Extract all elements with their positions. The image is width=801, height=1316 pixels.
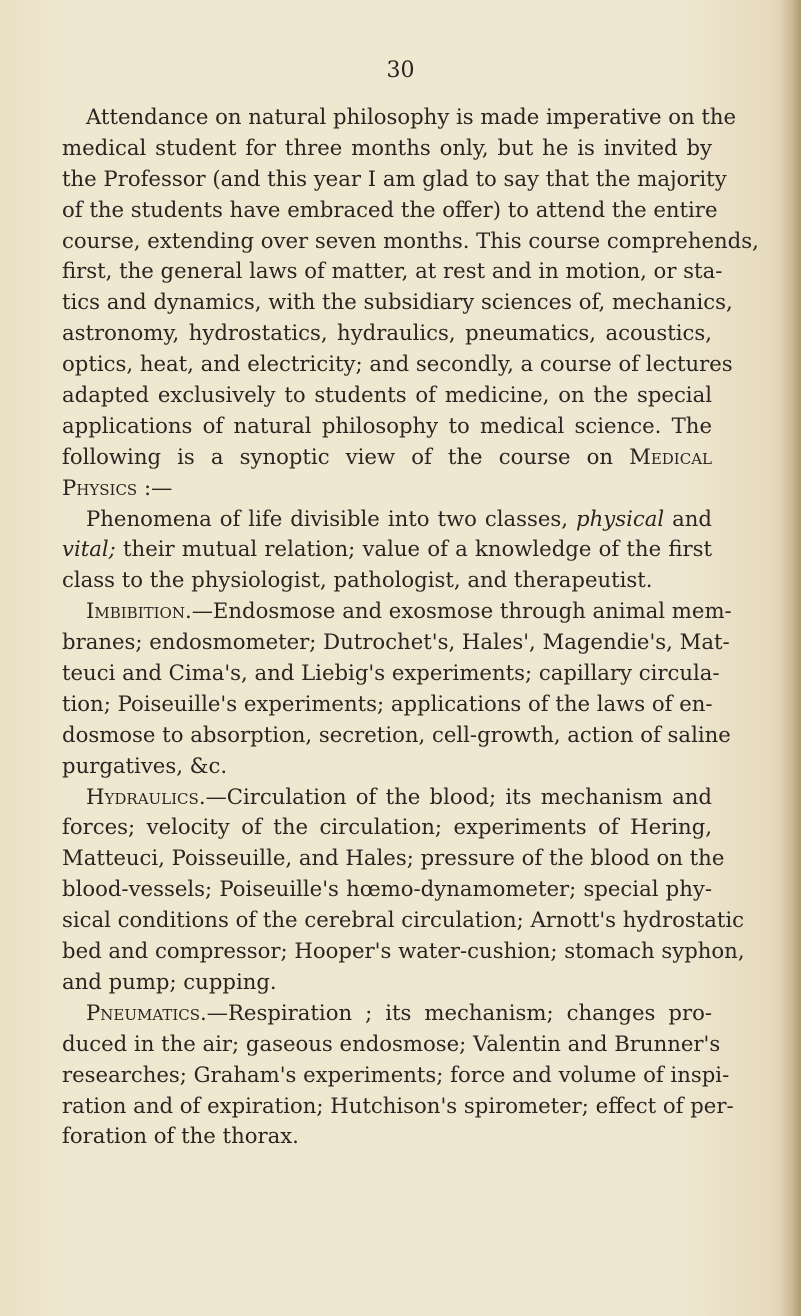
text-line: tion; Poiseuille's experiments; applications of the laws of en- (62, 690, 713, 716)
text-line: optics, heat, and electricity; and secondly, a course of lectures (62, 351, 733, 377)
text-line: duced in the air; gaseous endosmose; Valentin and Brunner's (62, 1030, 721, 1056)
text-line: bed and compressor; Hooper's water-cushion; stomach syphon, (62, 938, 745, 964)
text-line: first, the general laws of matter, at rest and in motion, or sta- (62, 258, 723, 284)
text-line: sical conditions of the cerebral circulation; Arnott's hydrostatic (62, 907, 745, 933)
text-line: teuci and Cima's, and Liebig's experiments; capillary circula- (62, 660, 720, 686)
text-line: foration of the thorax. (62, 1123, 299, 1149)
section-heading-pneumatics: Pneumatics (86, 999, 201, 1025)
emphasis-physical: physical (576, 505, 665, 531)
text-line: applications of natural philosophy to medical science. The (62, 412, 712, 438)
emphasis-vital: vital; (62, 536, 116, 562)
text-line: researches; Graham's experiments; force and volume of inspi- (62, 1061, 730, 1087)
text-line: adapted exclusively to students of medicine, on the special (62, 382, 712, 408)
text-line: ration and of expiration; Hutchison's spirometer; effect of per- (62, 1092, 734, 1118)
text-line: Matteuci, Poisseuille, and Hales; pressure of the blood on the (62, 845, 725, 871)
text-line: and pump; cupping. (62, 968, 277, 994)
section-term-physics: Physics (62, 474, 138, 500)
text-line: Imbibition.—Endosmose and exosmose through animal mem- (86, 598, 732, 624)
text-line: tics and dynamics, with the subsidiary sciences of, mechanics, (62, 289, 733, 315)
body-text (62, 102, 759, 1152)
text-line: medical student for three months only, but he is invited by (62, 134, 712, 160)
text-line: Phenomena of life divisible into two classes, physical and (86, 505, 712, 531)
text-line: following is a synoptic view of the course on Medical (62, 443, 712, 469)
text-line: astronomy, hydrostatics, hydraulics, pneumatics, acoustics, (62, 320, 712, 346)
text-line: vital; their mutual relation; value of a knowledge of the first (62, 536, 712, 562)
text-line: forces; velocity of the circulation; experiments of Hering, (62, 814, 712, 840)
text-line: of the students have embraced the offer) to attend the entire (62, 196, 718, 222)
section-heading-hydraulics: Hydraulics (86, 783, 199, 809)
text-line: branes; endosmometer; Dutrochet's, Hales', Magendie's, Mat- (62, 629, 730, 655)
section-term-medical: Medical (629, 443, 712, 469)
text-line: Attendance on natural philosophy is made imperative on the (86, 104, 737, 129)
text-line: Physics :— (62, 474, 173, 500)
page-number: 30 (386, 58, 415, 83)
page-edge-shadow (779, 0, 801, 1316)
text-line: course, extending over seven months. This course comprehends, (62, 227, 759, 253)
text-line: Pneumatics.—Respiration ; its mechanism; changes pro- (86, 999, 712, 1025)
text-line: Hydraulics.—Circulation of the blood; its mechanism and (86, 783, 712, 809)
text-line: class to the physiologist, pathologist, and therapeutist. (62, 567, 653, 593)
text-line: the Professor (and this year I am glad to say that the majority (62, 165, 727, 191)
text-line: dosmose to absorption, secretion, cell-growth, action of saline (62, 721, 731, 747)
text-line: purgatives, &c. (62, 752, 228, 778)
section-heading-imbibition: Imbibition (86, 598, 185, 624)
text-line: blood-vessels; Poiseuille's hœmo-dynamometer; special phy- (62, 876, 712, 902)
